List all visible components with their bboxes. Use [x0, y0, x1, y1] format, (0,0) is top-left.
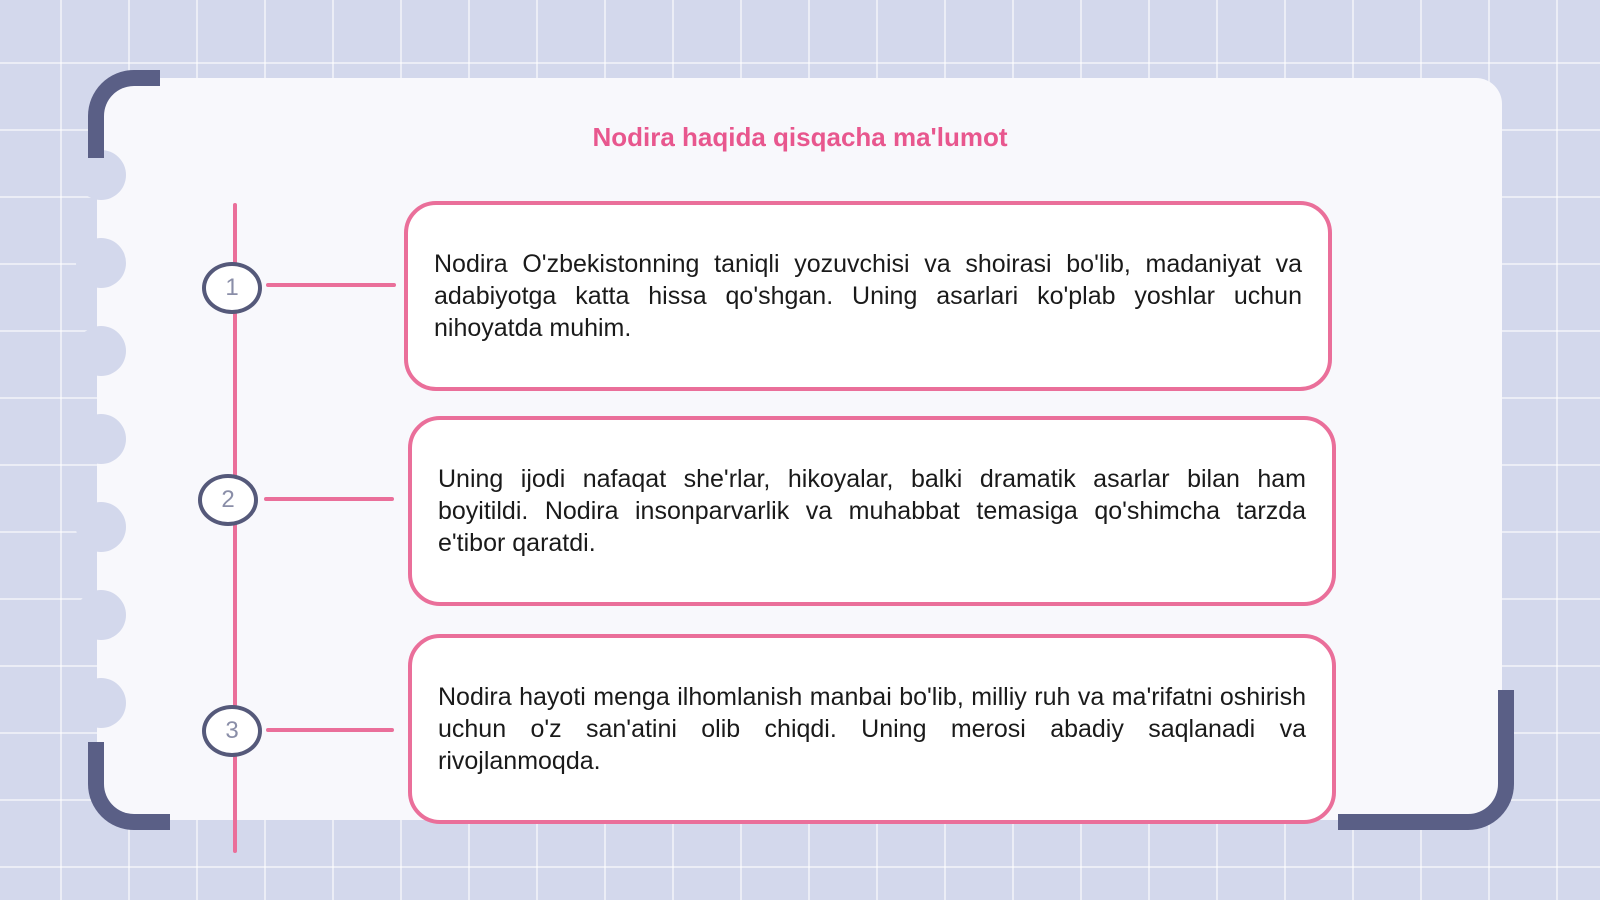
timeline-node-3 [202, 705, 262, 757]
timeline-text-box-1 [404, 201, 1332, 391]
card-edge-scallop [76, 502, 126, 552]
timeline-connector [266, 728, 394, 732]
timeline-text-box-3 [408, 634, 1336, 824]
timeline-connector [266, 283, 396, 287]
timeline-node-2 [198, 474, 258, 526]
timeline-node-number: 1 [225, 274, 239, 301]
card-edge-scallop [76, 238, 126, 288]
timeline-connector [264, 497, 394, 501]
timeline-node-1 [202, 262, 262, 314]
timeline-item-text: Uning ijodi nafaqat she'rlar, hikoyalar, balki dramatik asarlar bilan ham boyitildi. Nodira insonparvarlik va muhabbat temasiga qo'shimcha tarzda e'tibor qaratdi. [438, 465, 1306, 557]
card-edge-scallop [76, 678, 126, 728]
slide-title: Nodira haqida qisqacha ma'lumot [592, 122, 1008, 152]
card-edge-scallop [76, 590, 126, 640]
timeline-text-box-2 [408, 416, 1336, 606]
corner-bracket-bottom-left [88, 742, 170, 830]
card-edge-scallop [76, 414, 126, 464]
timeline-item-text: Nodira O'zbekistonning taniqli yozuvchisi va shoirasi bo'lib, madaniyat va adabiyotga katta hissa qo'shgan. Uning asarlari ko'plab yoshlar uchun nihoyatda muhim. [434, 250, 1302, 342]
card-edge-scallop [76, 326, 126, 376]
timeline-node-number: 3 [225, 717, 239, 744]
corner-bracket-bottom-right [1338, 690, 1514, 830]
timeline-item-text: Nodira hayoti menga ilhomlanish manbai bo'lib, milliy ruh va ma'rifatni oshirish uchun o'z san'atini olib chiqdi. Uning merosi abadiy saqlanadi va rivojlanmoqda. [438, 683, 1306, 775]
corner-bracket-top-left [88, 70, 160, 158]
timeline-node-number: 2 [221, 486, 235, 513]
